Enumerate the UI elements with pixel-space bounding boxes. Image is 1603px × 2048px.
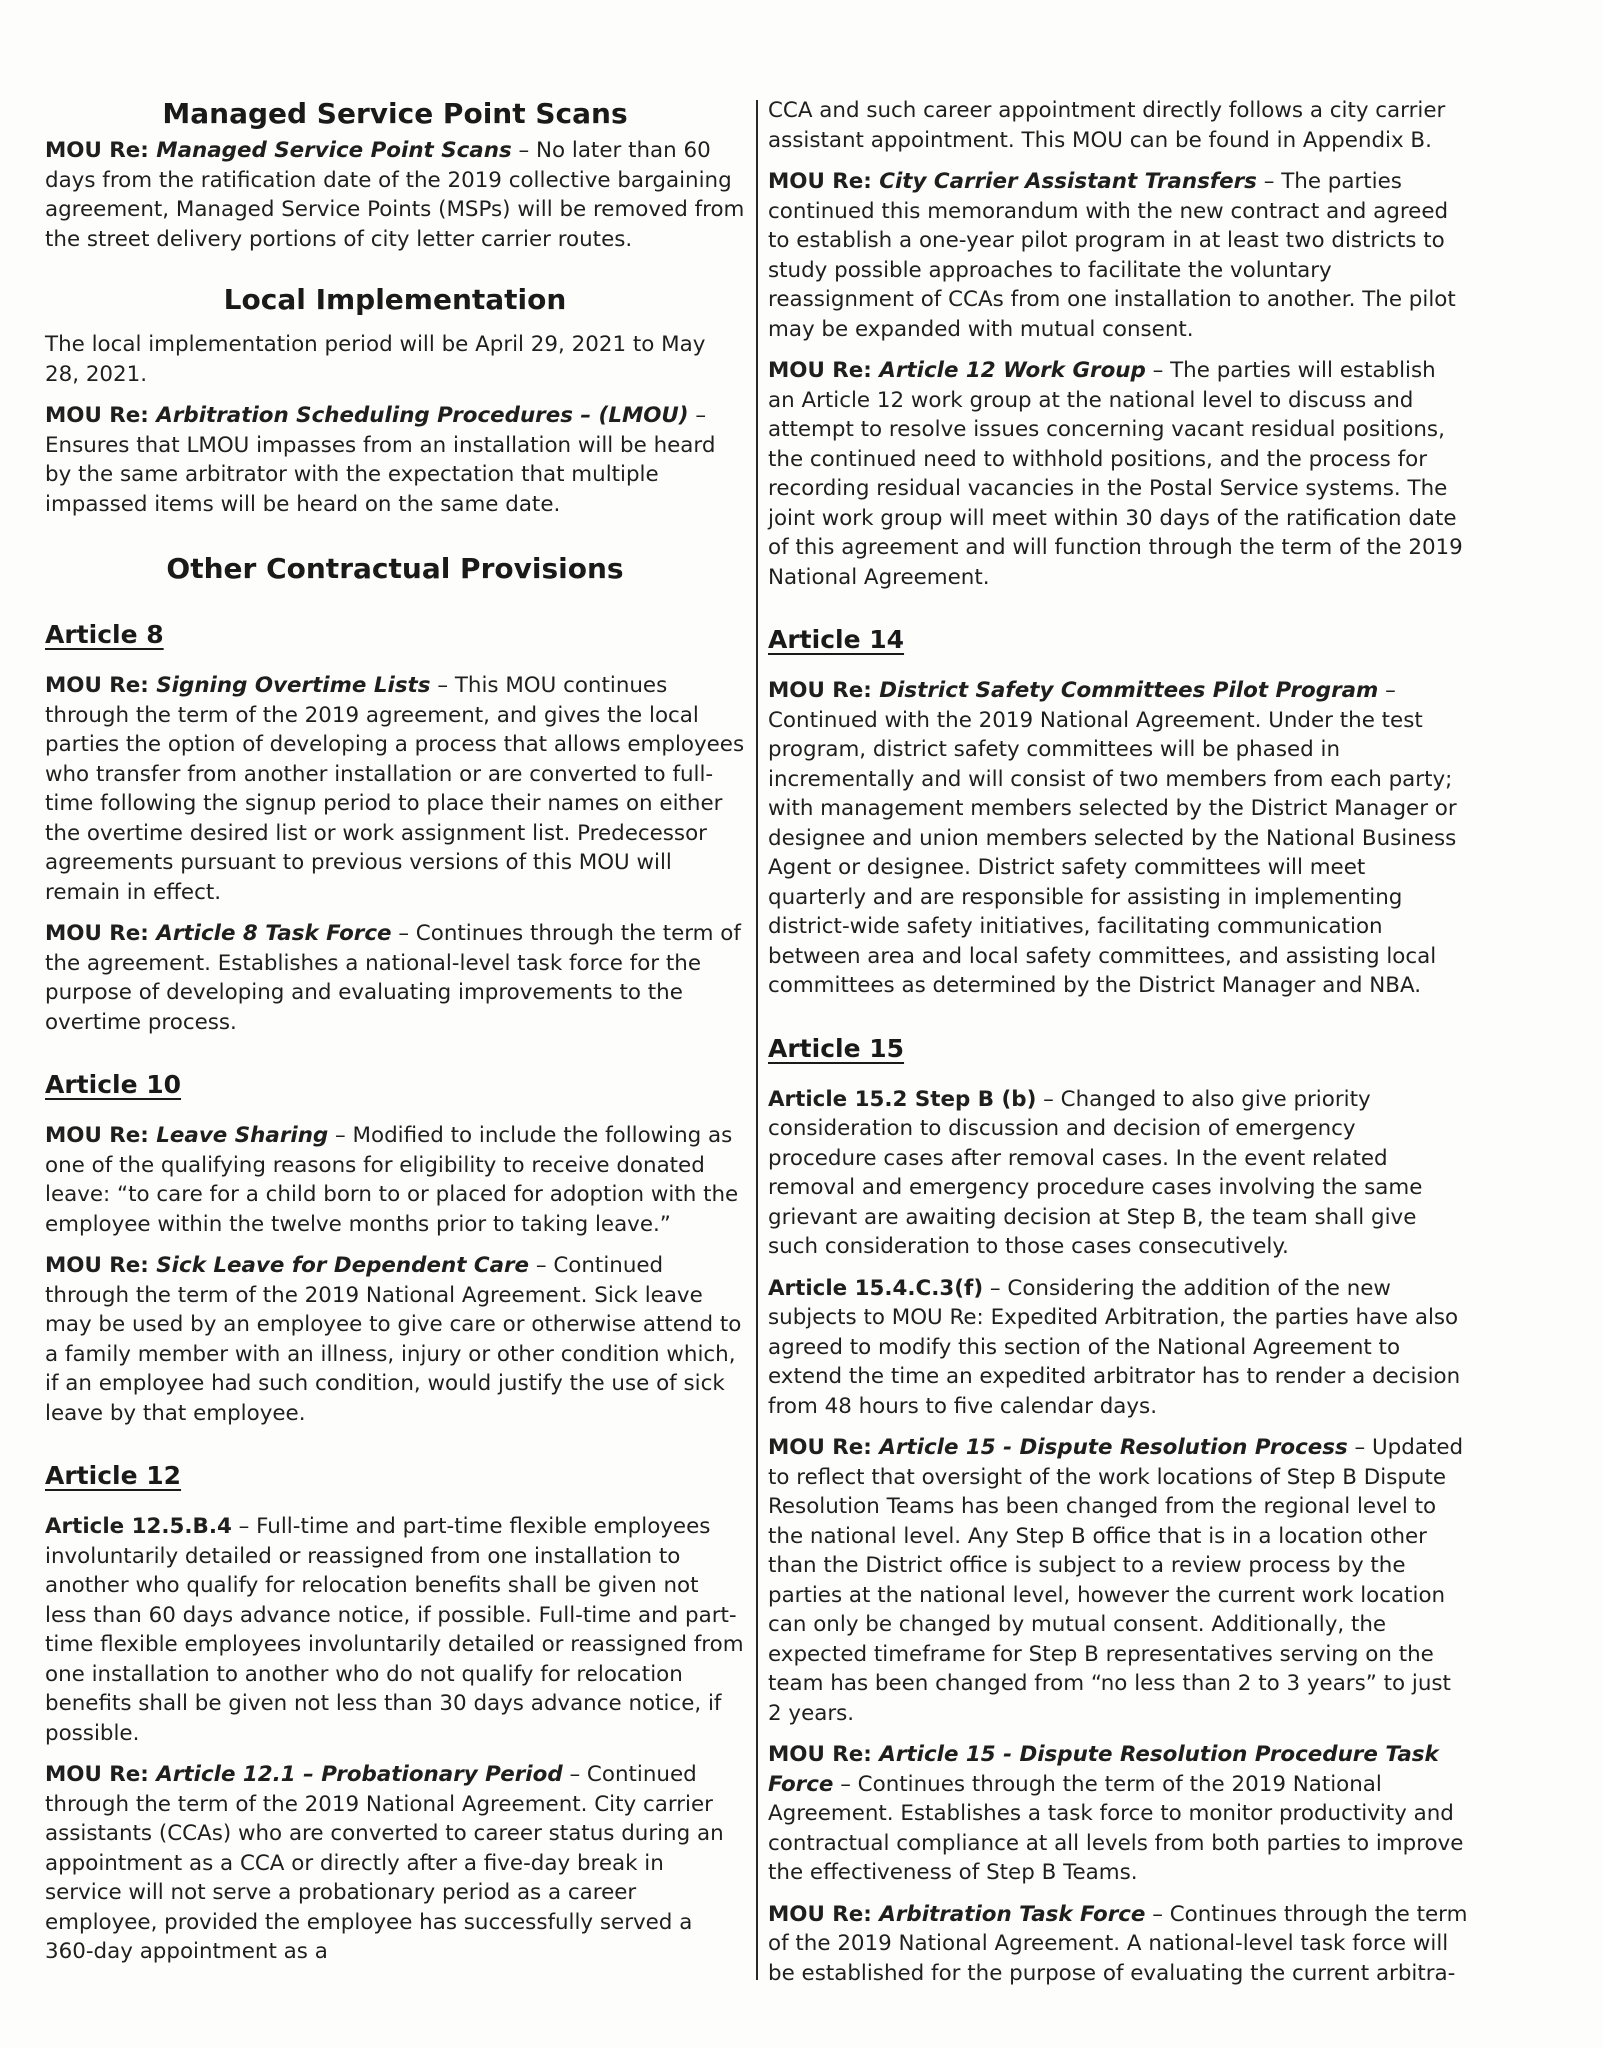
mou-body: – Ensures that LMOU impasses from an installation will be heard by the same arbitrator with the expectation that multiple impassed items will be heard on the same date. <box>45 403 716 517</box>
section-heading-other-contractual-provisions: Other Contractual Provisions <box>166 552 624 585</box>
mou-title: Signing Overtime Lists <box>156 673 431 698</box>
mou-body: – Continues through the term of the agreement. Establishes a national-level task force for the purpose of developing and evaluating improvements to the overtime process. <box>45 921 741 1035</box>
mou-body: – No later than 60 days from the ratification date of the 2019 collective bargaining agreement, Managed Service Points (MSPs) will be removed from the street delivery portions of city letter carrier routes. <box>45 138 745 252</box>
right-column <box>768 96 1468 1988</box>
mou-lead: MOU Re: <box>45 1253 157 1278</box>
left-column <box>45 96 745 1967</box>
article-lead: Article 12.5.B.4 <box>45 1514 232 1539</box>
mou-title: Arbitration Task Force <box>879 1901 1146 1927</box>
paragraph-article-15-4-c-3f <box>768 1274 1468 1422</box>
paragraph-dispute-resolution-task-force <box>768 1740 1468 1888</box>
section-heading-local-implementation: Local Implementation <box>223 283 567 316</box>
mou-title: Leave Sharing <box>156 1123 329 1148</box>
paragraph-dispute-resolution-process <box>768 1433 1468 1728</box>
paragraph-article-12-work-group <box>768 356 1468 592</box>
mou-title: Article 12 Work Group <box>879 358 1146 383</box>
paragraph-article-8-task-force <box>45 919 745 1037</box>
mou-lead: MOU Re: <box>45 403 157 428</box>
paragraph-leave-sharing <box>45 1121 745 1239</box>
article-14-heading: Article 14 <box>768 625 905 654</box>
mou-title: Arbitration Scheduling Procedures – (LMOU) <box>156 403 689 428</box>
article-10-heading: Article 10 <box>45 1070 182 1099</box>
mou-lead: MOU Re: <box>768 1742 880 1767</box>
paragraph-signing-overtime-lists <box>45 671 745 907</box>
mou-lead: MOU Re: <box>45 1762 157 1787</box>
mou-lead: MOU Re: <box>45 921 157 946</box>
mou-body: – Continued through the term of the 2019 National Agreement. City carrier assistants (CCAs) who are converted to career status during an appointment as a CCA or directly after a five-day break in service will not serve a probationary period as a career employee, provided the employee has successfully served a 360-day appointment as a <box>45 1762 724 1964</box>
mou-title: District Safety Committees Pilot Program <box>879 678 1379 703</box>
mou-body: – Modified to include the following as one of the qualifying reasons for eligibility to receive donated leave: “to care for a child born to or placed for adoption with the employee within the twelve months prior to taking leave.” <box>45 1123 739 1237</box>
mou-title: Managed Service Point Scans <box>156 138 512 163</box>
article-lead: Article 15.4.C.3(f) <box>768 1275 984 1301</box>
mou-lead: MOU Re: <box>768 358 880 383</box>
mou-lead: MOU Re: <box>768 1901 880 1927</box>
mou-title: Sick Leave for Dependent Care <box>156 1253 530 1278</box>
mou-body: – The parties continued this memorandum with the new contract and agreed to establish a one-year pilot program in at least two districts to study possible approaches to facilitate the voluntary reassignment of CCAs from one installation to another. The pilot may be expanded with mutual consent. <box>768 169 1456 342</box>
article-15-heading: Article 15 <box>768 1033 905 1063</box>
paragraph-probationary-period <box>45 1760 745 1967</box>
mou-lead: MOU Re: <box>45 1123 157 1148</box>
article-12-heading: Article 12 <box>45 1461 182 1490</box>
article-lead: Article 15.2 Step B (b) <box>768 1086 1037 1112</box>
mou-body: – Continues through the term of the 2019 National Agreement. Establishes a task force to monitor productivity and contractual compliance at all levels from both parties to improve the effectiveness of Step B Teams. <box>768 1771 1464 1885</box>
section-heading-managed-service-point-scans: Managed Service Point Scans <box>162 97 628 130</box>
paragraph-cca-transfers <box>768 167 1468 344</box>
paragraph-sick-leave-dependent-care <box>45 1251 745 1428</box>
mou-lead: MOU Re: <box>768 169 880 194</box>
paragraph-arbitration-task-force <box>768 1900 1468 1989</box>
mou-body: – Continued through the term of the 2019 National Agreement. Sick leave may be used by an employee to give care or otherwise attend to a family member with an illness, injury or other condition which, if an employee had such condition, would justify the use of sick leave by that employee. <box>45 1253 742 1426</box>
article-body: – Full-time and part-time flexible employees involuntarily detailed or reassigned from one installation to another who qualify for relocation benefits shall be given not less than 60 days advance notice, if possible. Full-time and part-time flexible employees involuntarily detailed or reassigned from one installation to another who do not qualify for relocation benefits shall be given not less than 30 days advance notice, if possible. <box>45 1514 744 1746</box>
article-8-heading: Article 8 <box>45 620 164 649</box>
mou-body: – Continued with the 2019 National Agreement. Under the test program, district safety committees will be phased in incrementally and will consist of two members from each party; with management members selected by the District Manager or designee and union members selected by the National Business Agent or designee. District safety committees will meet quarterly and are responsible for assisting in implementing district-wide safety initiatives, facilitating communication between area and local safety committees, and assisting local committees as determined by the District Manager and NBA. <box>768 678 1457 998</box>
mou-body: – Continues through the term of the 2019 National Agreement. A national-level task force will be established for the purpose of evaluating the current arbitra- <box>768 1901 1468 1986</box>
mou-title: Article 15 - Dispute Resolution Procedure Task Force <box>768 1742 1439 1797</box>
paragraph-arbitration-scheduling <box>45 401 745 519</box>
paragraph-article-12-5-b-4 <box>45 1512 745 1748</box>
paragraph-district-safety-committees <box>768 676 1468 1001</box>
mou-lead: MOU Re: <box>768 678 880 703</box>
mou-title: Article 12.1 – Probationary Period <box>156 1762 563 1787</box>
mou-lead: MOU Re: <box>45 138 157 163</box>
mou-title: Article 8 Task Force <box>156 921 392 946</box>
mou-body: – This MOU continues through the term of the 2019 agreement, and gives the local parties the option of developing a process that allows employees who transfer from another installation or are converted to full-time following the signup period to place their names on either the overtime desired list or work assignment list. Predecessor agreements pursuant to previous versions of this MOU will remain in effect. <box>45 673 745 905</box>
paragraph-local-period: The local implementation period will be April 29, 2021 to May 28, 2021. <box>45 332 706 387</box>
mou-body: – Updated to reflect that oversight of the work locations of Step B Dispute Resolution Teams has been changed from the regional level to the national level. Any Step B office that is in a location other than the District office is subject to a review process by the parties at the national level, however the current work location can only be changed by mutual consent. Additionally, the expected timeframe for Step B representatives serving on the team has been changed from “no less than 2 to 3 years” to just 2 years. <box>768 1435 1464 1726</box>
paragraph-probation-continued: CCA and such career appointment directly follows a city carrier assistant appointment. This MOU can be found in Appendix B. <box>768 98 1446 153</box>
paragraph-article-15-2-step-b <box>768 1085 1468 1262</box>
mou-title: City Carrier Assistant Transfers <box>879 169 1257 194</box>
column-divider <box>756 100 758 1980</box>
article-body: – Changed to also give priority consideration to discussion and decision of emergency procedure cases after removal cases. In the event related removal and emergency procedure cases involving the same grievant are awaiting decision at Step B, the team shall give such consideration to those cases consecutively. <box>768 1086 1423 1259</box>
article-body: – Considering the addition of the new subjects to MOU Re: Expedited Arbitration, the parties have also agreed to modify this section of the National Agreement to extend the time an expedited arbitrator has to render a decision from 48 hours to five calendar days. <box>768 1275 1461 1419</box>
paragraph-msp-scans <box>45 136 745 254</box>
mou-title: Article 15 - Dispute Resolution Process <box>879 1435 1348 1460</box>
mou-lead: MOU Re: <box>768 1435 880 1460</box>
mou-body: – The parties will establish an Article 12 work group at the national level to discuss and attempt to resolve issues concerning vacant residual positions, the continued need to withhold positions, and the process for recording residual vacancies in the Postal Service systems. The joint work group will meet within 30 days of the ratification date of this agreement and will function through the term of the 2019 National Agreement. <box>768 358 1463 590</box>
mou-lead: MOU Re: <box>45 673 157 698</box>
